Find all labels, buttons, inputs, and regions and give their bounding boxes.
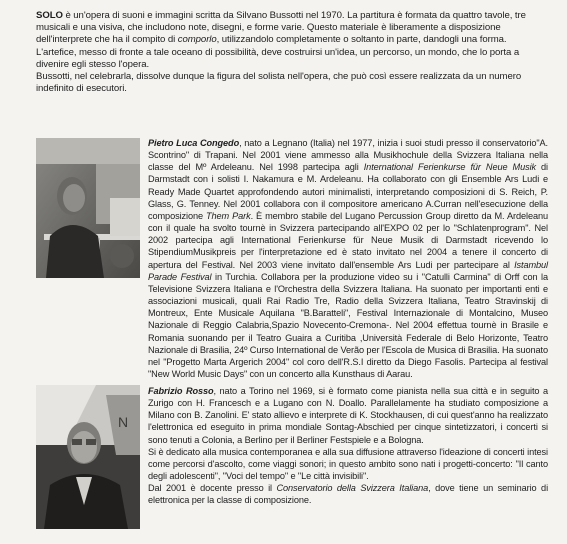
bio-paragraph: Si è dedicato alla musica contemporanea e alla sua diffusione attraverso l'ideazione di concerti intesi come percorsi d'ascolto, come viaggi sonori; in questo ambito sono nati i progetti-concerto: "Il canto degli adolescenti", "Voci del tempo" e "Le città invisibili". xyxy=(148,446,548,482)
intro-paragraph-1: SOLO è un'opera di suoni e immagini scritta da Silvano Bussotti nel 1970. La partitura è formata da quattro tavole, tre musicali e una visiva, che includono note, disegni, e forme varie. Questo materiale è liberamente a disposizione dell'interprete che ha il compito di comporlo, utilizzandolo completamente o soltanto in parte, dandogli una forma. L'artefice, messo di fronte a tale oceano di possibilità, deve costruirsi un'idea, un percorso, un mondo, che lo porta a divenire egli stesso l'opera. xyxy=(36,10,526,70)
performer-photo-rosso xyxy=(36,385,140,529)
bio-paragraph: Dal 2001 è docente presso il Conservatorio della Svizzera Italiana, dove tiene un seminario di elettronica per la classe di composizione. xyxy=(148,483,549,506)
intro-text xyxy=(36,10,546,95)
work-title: SOLO xyxy=(36,10,63,21)
bio-paragraph: Fabrizio Rosso, nato a Torino nel 1969, si è formato come pianista nella sua città e in seguito a Zurigo con H. Francesch e a Lugano con N. Doallo. Parallelamente ha studiato composizione a Milano con B. Zanolini. E' stato allievo e interprete di K. Stockhausen, di cui quest'anno ha realizzato l'elettronica ed eseguito in prima mondiale Sontag-Abschied per cinque sintetizzatori, i concerti si sono tenuti a Colonia, a Berlino per il Berliner Festspiele e a Bologna. xyxy=(148,386,548,445)
bio-paragraph: Pietro Luca Congedo, nato a Legnano (Italia) nel 1977, inizia i suoi studi presso il conservatorio"A. Scontrino" di Trapani. Nel 2001 viene ammesso alla Musikhochule della Svizzera Italiana nella classe del Mº Ardeleanu. Nel 1998 partecipa agli International Ferienkurse für Neue Musik di Darmstadt con i solisti I. Nakamura e M. Ardeleanu. Ha collaborato con gli Ensemble Ars Ludi e Ready Made Quartet approfondendo autori minimalisti, interpretando composizioni di S. Reich, P. Glass, G. Tenney. Nel 2001 collabora con il compositore americano A.Curran nell'esecuzione della composizione Them Park. È membro stabile del Lugano Percussion Group diretto da M. Ardeleanu con il quale ha svolto tournè in Svizzera partecipando all'EXPO 02 per lo "Schlatenprogram". Nel 2002 partecipa agli International Ferienkurse für Neue Musik di Darmstadt ricevendo lo StipendiumMusikpreis per l'interpretazione ed è stato invitato nel 2004 a tenere il concerto di apertura del Festival. Nel 2003 viene invitato dall'ensemble Ars Ludi per partecipare al Istambul Parade Festival in Turchia. Collabora per la produzione video su i "Catulli Carmina" di Orff con la Televisione Svizzera Italiana e l'Orchestra della Svizzera Italiana. Ha suonato per importanti enti e associazioni musicali, quali Rai Radio Tre, Radio della Svizzera Italiana, Teatro Stravinskij di Montreux, Ente Musicale Aquilana "B.Baratteli", Festival Internazionale di Montalcino, Museo Nazionale di Reggio Calabria,Spazio Novecento-Cremona-. Nel 2004 effettua tournè in Brasile e Romania suonando per il Teatro Guaira a Curitiba ,Università Federale di Belo Horizonte, Teatro Nazionale di Brasilia, 24º Curso International de Verão per l'Escola de Musica di Brasilia. Ha suonato nel "Progetto Marta Argerich 2004" col coro dell'R.S.I diretto da Diego Fasolis. Partecipa al festival "New World Music Days" con un concerto alla Kunsthaus di Aarau. xyxy=(148,138,548,379)
intro-paragraph-2: Bussotti, nel celebrarla, dissolve dunque la figura del solista nell'opera, che può così essere realizzata da un numero indefinito di esecutori. xyxy=(36,71,522,95)
bio-rosso xyxy=(148,385,548,507)
bio-congedo xyxy=(148,137,548,380)
performer-name: Pietro Luca Congedo xyxy=(148,138,240,148)
portrait-image xyxy=(36,138,140,278)
portrait-image xyxy=(36,385,140,529)
performer-photo-congedo xyxy=(36,138,140,278)
svg-text:N: N xyxy=(118,414,129,430)
performer-name: Fabrizio Rosso xyxy=(148,386,214,396)
